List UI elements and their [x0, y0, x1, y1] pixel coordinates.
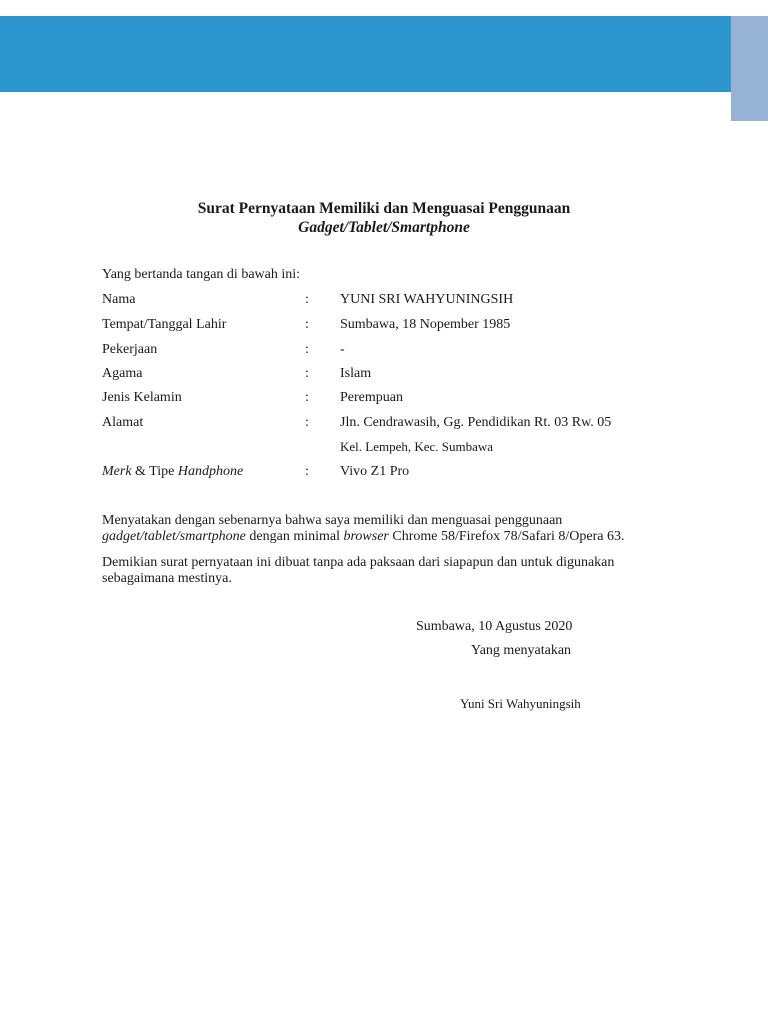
field-label: Agama	[102, 366, 143, 381]
statement-devices: gadget/tablet/smartphone	[102, 529, 246, 544]
title-line-1: Surat Pernyataan Memiliki dan Menguasai Penggunaan	[197, 200, 571, 217]
field-nama	[102, 292, 702, 310]
header-side-block	[731, 16, 768, 121]
field-value: Vivo Z1 Pro	[340, 464, 410, 479]
field-handphone	[102, 464, 702, 482]
field-value: Islam	[340, 366, 372, 381]
field-colon: :	[305, 390, 309, 405]
field-value: YUNI SRI WAHYUNINGSIH	[340, 292, 514, 307]
intro-text: Yang bertanda tangan di bawah ini:	[102, 267, 301, 282]
label-merk: Merk	[102, 464, 132, 479]
signer-role: Yang menyatakan	[471, 643, 572, 658]
field-agama	[102, 366, 702, 384]
statement-text: dengan minimal	[245, 529, 344, 544]
statement-browser: browser	[343, 529, 389, 544]
field-colon: :	[305, 317, 309, 332]
field-colon: :	[305, 342, 309, 357]
field-label	[102, 464, 243, 480]
field-value: Sumbawa, 18 Nopember 1985	[340, 317, 511, 332]
statement-paragraph	[102, 513, 692, 545]
field-pekerjaan	[102, 342, 702, 360]
field-label: Tempat/Tanggal Lahir	[102, 317, 227, 332]
field-colon: :	[305, 292, 309, 307]
field-ttl	[102, 317, 702, 335]
place-date: Sumbawa, 10 Agustus 2020	[416, 619, 573, 634]
title-line-2: Gadget/Tablet/Smartphone	[298, 219, 470, 236]
field-value: Jln. Cendrawasih, Gg. Pendidikan Rt. 03 Rw. 05	[340, 415, 612, 430]
signer-name: Yuni Sri Wahyuningsih	[460, 696, 581, 711]
field-label: Pekerjaan	[102, 342, 158, 357]
document-title	[0, 199, 768, 237]
label-tipe: & Tipe	[131, 464, 178, 479]
field-colon: :	[305, 366, 309, 381]
header-banner	[0, 16, 731, 92]
field-label: Alamat	[102, 415, 144, 430]
field-alamat-line-2: Kel. Lempeh, Kec. Sumbawa	[340, 439, 494, 454]
field-alamat	[102, 415, 702, 433]
statement-text: Menyatakan dengan sebenarnya bahwa saya memiliki dan menguasai penggunaan	[102, 513, 563, 528]
field-colon: :	[305, 464, 309, 479]
label-handphone: Handphone	[177, 464, 244, 479]
closing-paragraph: Demikian surat pernyataan ini dibuat tanpa ada paksaan dari siapapun dan untuk digunakan sebagaimana mestinya.	[102, 555, 615, 586]
statement-text: Chrome 58/Firefox 78/Safari 8/Opera 63.	[388, 529, 625, 544]
field-jenis-kelamin	[102, 390, 702, 408]
field-value: Perempuan	[340, 390, 403, 405]
field-value: -	[340, 342, 345, 357]
field-colon: :	[305, 415, 309, 430]
field-label: Nama	[102, 292, 136, 307]
field-label: Jenis Kelamin	[102, 390, 182, 405]
